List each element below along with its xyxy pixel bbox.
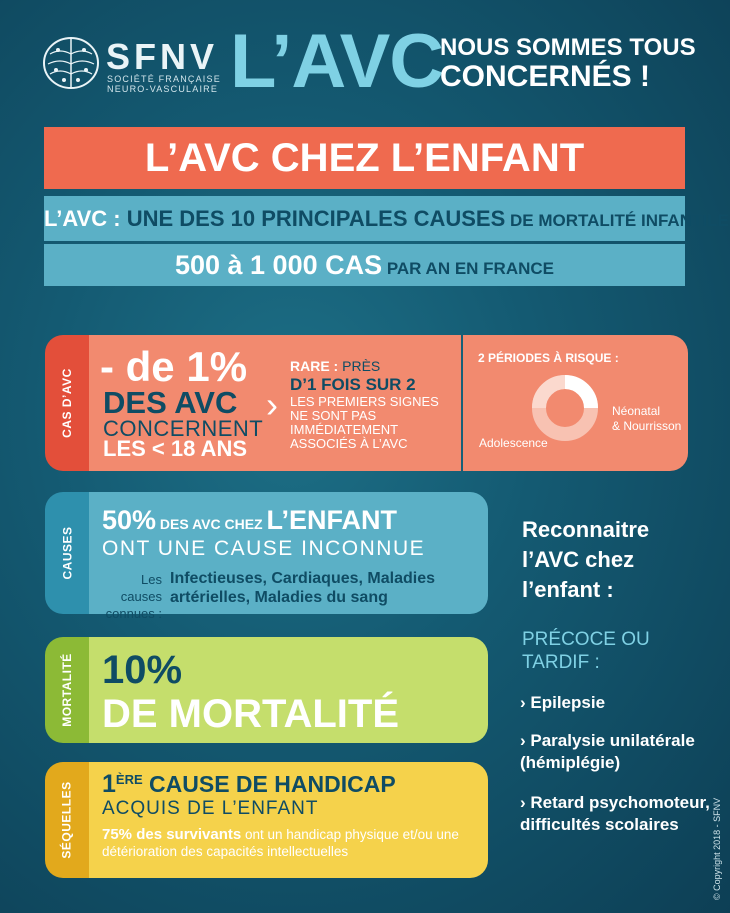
symptom-retard: › Retard psychomoteur, difficultés scolaires: [520, 793, 710, 834]
mortalite-text: DE MORTALITÉ: [102, 692, 400, 736]
cas-tab: [45, 335, 89, 471]
logo-text: SFNV: [106, 36, 219, 77]
rare-block: [290, 358, 460, 451]
sequelles-tab-label: SÉQUELLES: [60, 781, 74, 859]
reconnaitre-title: Reconnaitre l’AVC chez l’enfant :: [522, 517, 650, 602]
rare-label: RARE :: [290, 358, 343, 374]
chevron-right-icon: ›: [266, 384, 278, 425]
causes-label: Les causes connues :: [105, 572, 162, 621]
cases-banner-count: 500 à 1 000 CAS: [174, 250, 383, 280]
mortalite-tab-label: MORTALITÉ: [60, 653, 75, 727]
mortalite-tab: [45, 637, 89, 743]
page-title: L’AVC: [230, 19, 444, 104]
precoce-colon: :: [589, 652, 600, 673]
rare-text: LES PREMIERS SIGNES NE SONT PAS IMMÉDIATEMENT ASSOCIÉS À L’AVC: [290, 394, 439, 451]
cas-age: LES < 18 ANS: [103, 436, 248, 461]
causes-des: DES AVC CHEZ: [156, 516, 267, 532]
periode-adolescence: Adolescence: [479, 436, 548, 450]
causes-subtitle: ONT UNE CAUSE INCONNUE: [102, 537, 426, 560]
rare-pres: PRÈS: [342, 358, 381, 374]
sequelles-acquis: ACQUIS DE L’ENFANT: [102, 798, 319, 819]
causes-headline: [102, 505, 397, 536]
sequelles-headline: [102, 770, 396, 799]
causes-banner: [44, 196, 729, 241]
main-banner-text: L’AVC CHEZ L’ENFANT: [144, 136, 585, 180]
causes-list: Infectieuses, Cardiaques, Maladies artérielles, Maladies du sang: [170, 570, 435, 606]
precoce-text: PRÉCOCE OU TARDIF: [522, 629, 650, 673]
sequelles-pct: 75% des survivants: [102, 826, 242, 843]
periode-neonatal-line1: Néonatal: [612, 404, 661, 418]
periode-neonatal-line2: & Nourrisson: [612, 419, 682, 433]
symptom-paralysie: › Paralysie unilatérale (hémiplégie): [520, 731, 695, 772]
cases-banner-tail: PAR AN EN FRANCE: [382, 259, 555, 278]
mortalite-pct: 10%: [102, 648, 183, 692]
page-subtitle-line1: NOUS SOMMES TOUS: [440, 34, 696, 61]
logo-subtitle-line2: NEURO-VASCULAIRE: [107, 84, 219, 94]
sequelles-text: ont un handicap physique et/ou une détérioration des capacités intellectuelles: [102, 827, 459, 859]
causes-banner-tail: DE MORTALITÉ INFANTILE: [505, 211, 729, 230]
rare-fois: D’1 FOIS SUR 2: [290, 375, 416, 394]
causes-banner-lead: L’AVC :: [44, 206, 127, 231]
causes-tab-label: CAUSES: [60, 526, 75, 580]
sequelles-detail: [102, 826, 482, 860]
precoce-label: [522, 628, 712, 674]
cas-tab-label: CAS D’AVC: [60, 368, 74, 438]
donut-chart-icon: [530, 373, 600, 443]
sequelles-sup: ÈRE: [115, 772, 143, 787]
cas-des-avc: DES AVC: [103, 385, 238, 420]
symptom-epilepsie: › Epilepsie: [520, 693, 606, 712]
causes-tab: [45, 492, 89, 614]
causes-pct: 50%: [102, 505, 157, 535]
cas-concernent: CONCERNENT: [103, 416, 264, 441]
cases-banner: [44, 244, 685, 286]
periode-neonatal: [612, 404, 681, 434]
causes-banner-main: UNE DES 10 PRINCIPALES CAUSES: [126, 206, 506, 231]
page-subtitle-line2: CONCERNÉS !: [440, 60, 651, 93]
cas-percentage: - de 1%: [100, 343, 248, 390]
periodes-title: 2 PÉRIODES À RISQUE :: [478, 351, 619, 365]
logo-subtitle: [107, 74, 247, 94]
logo-subtitle-line1: SOCIÉTÉ FRANÇAISE: [107, 74, 221, 84]
sequelles-rest: CAUSE DE HANDICAP: [142, 771, 396, 797]
main-banner: [44, 127, 685, 189]
sequelles-tab: [45, 762, 89, 878]
brain-icon: [42, 34, 100, 92]
sequelles-num: 1: [102, 770, 116, 798]
causes-enfant: L’ENFANT: [266, 505, 398, 535]
copyright: © Copyright 2018 - SFNV: [712, 797, 722, 900]
sfnv-logo: [42, 34, 221, 96]
